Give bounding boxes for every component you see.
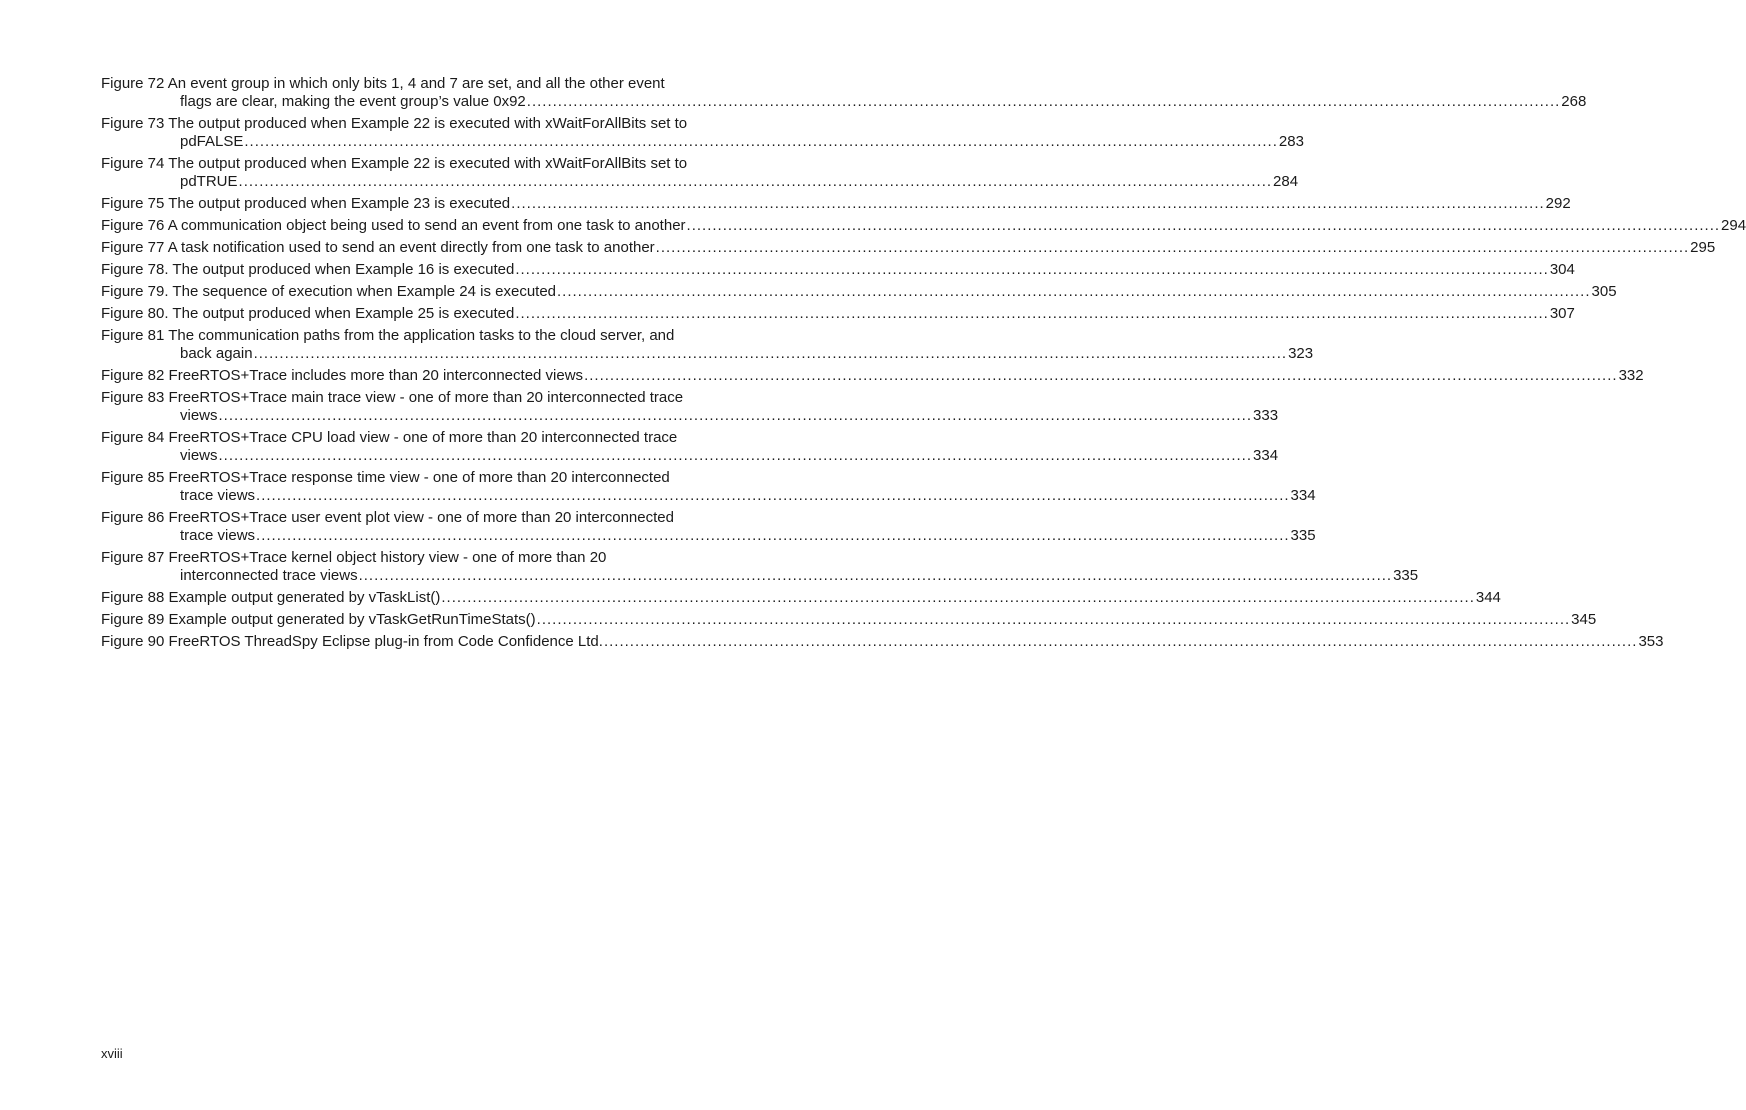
entry-page-number: 345 bbox=[1571, 611, 1597, 628]
dot-leader: ........................................................................................................................................................................................................ bbox=[256, 527, 1290, 544]
entry-page-number: 304 bbox=[1549, 261, 1575, 278]
entry-page-number: 353 bbox=[1638, 633, 1664, 650]
entry-line bbox=[101, 527, 1316, 545]
entry-line bbox=[101, 589, 1501, 607]
toc-entry[interactable] bbox=[101, 509, 1316, 545]
entry-title-line1: Figure 73 The output produced when Example 22 is executed with xWaitForAllBits set to bbox=[101, 115, 688, 132]
entry-title: Figure 79. The sequence of execution when Example 24 is executed bbox=[101, 283, 557, 300]
entry-title: Figure 89 Example output generated by vTaskGetRunTimeStats() bbox=[101, 611, 536, 628]
dot-leader: ........................................................................................................................................................................................................ bbox=[584, 367, 1618, 384]
entry-page-number: 344 bbox=[1475, 589, 1501, 606]
entry-page-number: 283 bbox=[1278, 133, 1304, 150]
entry-line bbox=[101, 567, 1419, 585]
entry-title: Figure 80. The output produced when Example 25 is executed bbox=[101, 305, 515, 322]
dot-leader: ........................................................................................................................................................................................................ bbox=[253, 345, 1288, 362]
toc-entry[interactable] bbox=[101, 155, 1299, 191]
dot-leader: ........................................................................................................................................................................................................ bbox=[358, 567, 1393, 584]
entry-line bbox=[101, 487, 1316, 505]
toc-entry[interactable] bbox=[101, 305, 1575, 323]
toc-entry[interactable] bbox=[101, 429, 1279, 465]
toc-entry[interactable] bbox=[101, 75, 1587, 111]
entry-title-line1: Figure 81 The communication paths from the application tasks to the cloud server, and bbox=[101, 327, 675, 344]
dot-leader: ........................................................................................................................................................................................................ bbox=[526, 93, 1561, 110]
entry-page-number: 295 bbox=[1690, 239, 1716, 256]
entry-page-number: 268 bbox=[1561, 93, 1587, 110]
entry-title: Figure 77 A task notification used to send an event directly from one task to another bbox=[101, 239, 655, 256]
entry-line bbox=[101, 283, 1617, 301]
toc-entry[interactable] bbox=[101, 469, 1316, 505]
entry-title-line2: pdFALSE bbox=[180, 133, 244, 150]
entry-title: Figure 90 FreeRTOS ThreadSpy Eclipse plug-in from Code Confidence Ltd. bbox=[101, 633, 603, 650]
dot-leader: ........................................................................................................................................................................................................ bbox=[515, 305, 1549, 322]
entry-title: Figure 75 The output produced when Example 23 is executed bbox=[101, 195, 511, 212]
entry-title: Figure 78. The output produced when Example 16 is executed bbox=[101, 261, 515, 278]
entry-line bbox=[101, 217, 1746, 235]
page-number: xviii bbox=[101, 1046, 123, 1061]
toc-entry[interactable] bbox=[101, 611, 1597, 629]
entry-line bbox=[101, 239, 1716, 257]
entry-line bbox=[101, 367, 1644, 385]
entry-page-number: 335 bbox=[1290, 527, 1316, 544]
dot-leader: ........................................................................................................................................................................................................ bbox=[441, 589, 1475, 606]
entry-title-line2: interconnected trace views bbox=[180, 567, 358, 584]
entry-title: Figure 76 A communication object being used to send an event from one task to another bbox=[101, 217, 686, 234]
dot-leader: ........................................................................................................................................................................................................ bbox=[238, 173, 1273, 190]
entry-title-line2: views bbox=[180, 407, 218, 424]
entry-line bbox=[101, 407, 1279, 425]
entry-title-line2: back again bbox=[180, 345, 253, 362]
entry-line bbox=[101, 93, 1587, 111]
toc-entry[interactable] bbox=[101, 367, 1644, 385]
toc-entry[interactable] bbox=[101, 327, 1314, 363]
entry-title: Figure 88 Example output generated by vTaskList() bbox=[101, 589, 441, 606]
entry-page-number: 323 bbox=[1288, 345, 1314, 362]
entry-page-number: 333 bbox=[1253, 407, 1279, 424]
entry-page-number: 334 bbox=[1290, 487, 1316, 504]
dot-leader: ........................................................................................................................................................................................................ bbox=[218, 407, 1253, 424]
entry-line bbox=[101, 345, 1314, 363]
entry-title-line2: flags are clear, making the event group’s value 0x92 bbox=[180, 93, 526, 110]
entry-title-line2: trace views bbox=[180, 487, 256, 504]
toc-entry[interactable] bbox=[101, 261, 1575, 279]
entry-title-line1: Figure 87 FreeRTOS+Trace kernel object history view - one of more than 20 bbox=[101, 549, 607, 566]
toc-entry[interactable] bbox=[101, 389, 1279, 425]
entry-line bbox=[101, 261, 1575, 279]
entry-page-number: 307 bbox=[1549, 305, 1575, 322]
entry-page-number: 335 bbox=[1393, 567, 1419, 584]
entry-line bbox=[101, 305, 1575, 323]
entry-page-number: 294 bbox=[1721, 217, 1746, 234]
dot-leader: ........................................................................................................................................................................................................ bbox=[244, 133, 1278, 150]
dot-leader: ........................................................................................................................................................................................................ bbox=[515, 261, 1549, 278]
entry-title-line1: Figure 74 The output produced when Example 22 is executed with xWaitForAllBits set to bbox=[101, 155, 688, 172]
toc-entry[interactable] bbox=[101, 239, 1716, 257]
toc-entry[interactable] bbox=[101, 195, 1571, 213]
entry-title-line1: Figure 84 FreeRTOS+Trace CPU load view - one of more than 20 interconnected trace bbox=[101, 429, 678, 446]
table-of-figures bbox=[101, 75, 1746, 655]
entry-title: Figure 82 FreeRTOS+Trace includes more than 20 interconnected views bbox=[101, 367, 584, 384]
entry-page-number: 284 bbox=[1273, 173, 1299, 190]
entry-line bbox=[101, 195, 1571, 213]
entry-line bbox=[101, 173, 1299, 191]
entry-title-line1: Figure 85 FreeRTOS+Trace response time view - one of more than 20 interconnected bbox=[101, 469, 670, 486]
toc-entry[interactable] bbox=[101, 633, 1664, 651]
dot-leader: ........................................................................................................................................................................................................ bbox=[603, 633, 1638, 650]
entry-page-number: 292 bbox=[1545, 195, 1571, 212]
dot-leader: ........................................................................................................................................................................................................ bbox=[218, 447, 1253, 464]
entry-title-line2: views bbox=[180, 447, 218, 464]
entry-title-line1: Figure 72 An event group in which only bits 1, 4 and 7 are set, and all the other event bbox=[101, 75, 665, 92]
toc-entry[interactable] bbox=[101, 217, 1746, 235]
dot-leader: ........................................................................................................................................................................................................ bbox=[511, 195, 1545, 212]
entry-page-number: 305 bbox=[1591, 283, 1617, 300]
entry-line bbox=[101, 611, 1597, 629]
entry-title-line2: trace views bbox=[180, 527, 256, 544]
toc-entry[interactable] bbox=[101, 549, 1419, 585]
entry-line bbox=[101, 447, 1279, 465]
dot-leader: ........................................................................................................................................................................................................ bbox=[686, 217, 1721, 234]
entry-line bbox=[101, 633, 1664, 651]
dot-leader: ........................................................................................................................................................................................................ bbox=[655, 239, 1690, 256]
toc-entry[interactable] bbox=[101, 589, 1501, 607]
entry-page-number: 332 bbox=[1618, 367, 1644, 384]
dot-leader: ........................................................................................................................................................................................................ bbox=[256, 487, 1290, 504]
entry-title-line2: pdTRUE bbox=[180, 173, 238, 190]
toc-entry[interactable] bbox=[101, 283, 1617, 301]
entry-line bbox=[101, 133, 1304, 151]
entry-page-number: 334 bbox=[1253, 447, 1279, 464]
entry-title-line1: Figure 86 FreeRTOS+Trace user event plot view - one of more than 20 interconnected bbox=[101, 509, 674, 526]
dot-leader: ........................................................................................................................................................................................................ bbox=[557, 283, 1591, 300]
toc-entry[interactable] bbox=[101, 115, 1304, 151]
entry-title-line1: Figure 83 FreeRTOS+Trace main trace view - one of more than 20 interconnected trace bbox=[101, 389, 684, 406]
dot-leader: ........................................................................................................................................................................................................ bbox=[536, 611, 1571, 628]
